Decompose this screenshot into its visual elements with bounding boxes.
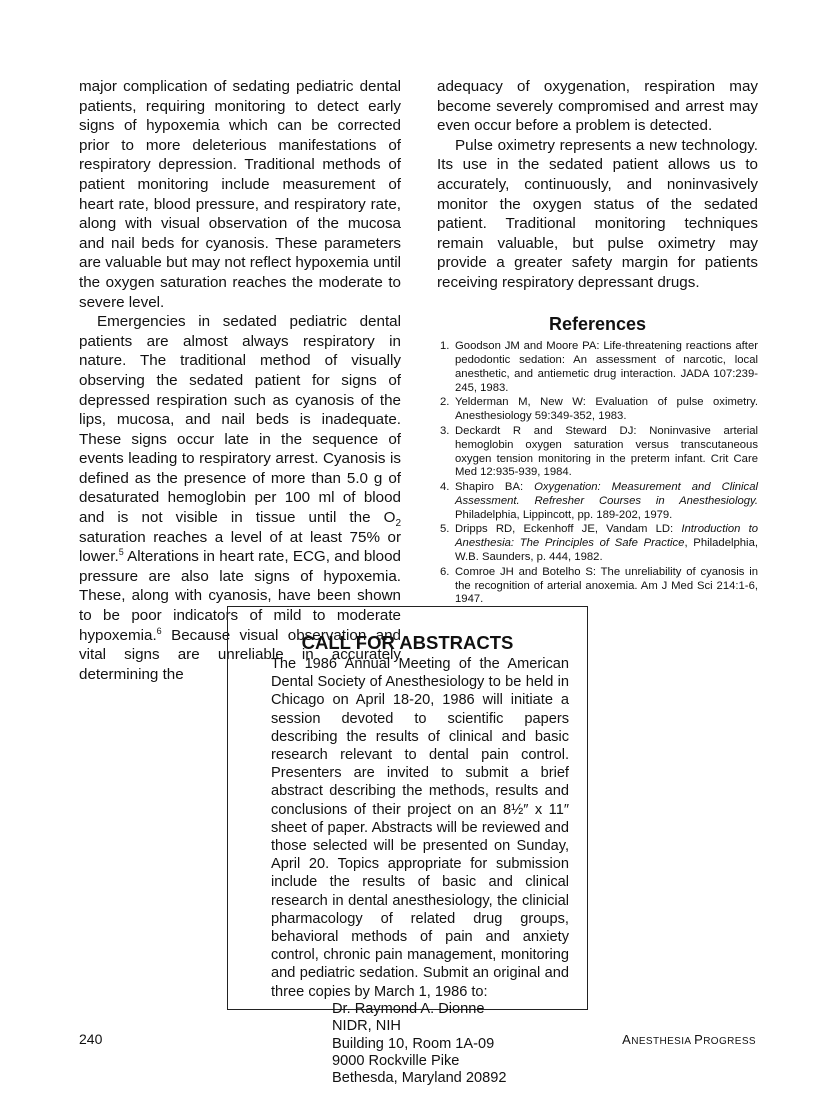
text-run: Emergencies in sedated pediatric dental patients are almost always respiratory in nature. The traditional method of visually observing the sedated patient for signs of depressed respiration such as cyanosis of the lips, mucosa, and nail beds is inadequate. These signs occur late in the sequence of events leading to respiratory arrest. Cyanosis is defined as the presence of more than 5.0 g of desaturated hemoglobin per 100 ml of blood and is not visible in tissue until the O bbox=[79, 313, 401, 527]
journal-name-rest: NESTHESIA bbox=[631, 1036, 695, 1047]
reference-text: Comroe JH and Botelho S: The unreliability of cyanosis in the recognition of arterial anoxemia. Am J Med Sci 214:1-6, 1947. bbox=[455, 565, 758, 606]
reference-number: 1. bbox=[440, 340, 450, 353]
reference-text: Shapiro BA: bbox=[455, 481, 535, 494]
reference-text: Deckardt R and Steward DJ: Noninvasive arterial hemoglobin oxygen saturation versus transcutaneous oxygen tension monitoring in the preterm infant. Crit Care Med 12:935-939, 1984. bbox=[455, 424, 758, 479]
journal-name-rest: ROGRESS bbox=[703, 1036, 756, 1047]
journal-name-initial: A bbox=[622, 1032, 632, 1047]
reference-text: Dripps RD, Eckenhoff JE, Vandam LD: bbox=[455, 523, 682, 536]
reference-number: 3. bbox=[440, 424, 450, 437]
call-for-abstracts-box bbox=[227, 606, 588, 1087]
right-column bbox=[437, 77, 758, 608]
address-line: Bethesda, Maryland 20892 bbox=[332, 1070, 507, 1087]
reference-item bbox=[437, 566, 758, 607]
body-paragraph: Pulse oximetry represents a new technology. Its use in the sedated patient allows us to accurately, continuously, and noninvasively monitor the oxygen status of the sedated patient. Traditional monitoring techniques remain valuable, but pulse oximetry may provide a greater safety margin for patients receiving respiratory depressant drugs. bbox=[437, 136, 758, 291]
journal-name bbox=[622, 1032, 756, 1047]
reference-item bbox=[437, 396, 758, 424]
address-line: Dr. Raymond A. Dionne bbox=[332, 1000, 485, 1017]
text-run: Because visual observation and vital signs are unreliable in accurately determining the bbox=[79, 626, 401, 683]
reference-item bbox=[437, 340, 758, 395]
reference-text: , Philadelphia, W.B. Saunders, p. 444, 1982. bbox=[455, 537, 758, 564]
citation-superscript: 6 bbox=[156, 625, 162, 636]
subscript: 2 bbox=[395, 518, 401, 530]
reference-title: Introduction to Anesthesia: The Principles of Safe Practice bbox=[455, 523, 759, 550]
call-for-abstracts-title: CALL FOR ABSTRACTS bbox=[301, 632, 514, 653]
reference-item bbox=[437, 481, 758, 522]
reference-text: Goodson JM and Moore PA: Life-threatening reactions after pedodontic sedation: An assessment of narcotic, local anesthetic, and antiemetic drug interaction. JADA 107:239-245, 1983. bbox=[455, 340, 758, 394]
reference-number: 2. bbox=[440, 396, 450, 409]
text-run: Alterations in heart rate, ECG, and blood pressure are also late signs of hypoxemia. These, along with cyanosis, have been shown to be poor indicators of mild to moderate hypoxemia. bbox=[79, 548, 401, 644]
mailing-address bbox=[332, 1001, 587, 1088]
reference-number: 5. bbox=[440, 523, 450, 536]
left-column bbox=[79, 77, 401, 684]
reference-title: Oxygenation: Measurement and Clinical Assessment. Refresher Courses in Anesthesiology. bbox=[455, 481, 758, 507]
text-run: saturation reaches a level of at least 75% or lower. bbox=[79, 528, 401, 566]
reference-item bbox=[437, 523, 758, 564]
body-paragraph: major complication of sedating pediatric dental patients, requiring monitoring to detect early signs of hypoxemia which can be corrected prior to more deleterious manifestations of respiratory depression. Traditional methods of patient monitoring include measurement of heart rate, blood pressure, and respiratory rate, along with visual observation of the mucosa and nail beds for cyanosis. These parameters are valuable but may not reflect hypoxemia until the oxygen saturation reaches the moderate to severe level. bbox=[79, 78, 401, 311]
references-list bbox=[437, 340, 758, 607]
reference-number: 6. bbox=[440, 565, 450, 578]
reference-item bbox=[437, 425, 758, 480]
page-number: 240 bbox=[79, 1031, 103, 1047]
address-line: 9000 Rockville Pike bbox=[332, 1053, 460, 1070]
references-heading: References bbox=[548, 313, 647, 334]
reference-text: Philadelphia, Lippincott, pp. 189-202, 1979. bbox=[455, 508, 673, 521]
body-paragraph: adequacy of oxygenation, respiration may become severely compromised and arrest may even occur before a problem is detected. bbox=[437, 78, 758, 135]
citation-superscript: 5 bbox=[118, 547, 124, 558]
address-line: Building 10, Room 1A-09 bbox=[332, 1035, 495, 1052]
reference-text: Yelderman M, New W: Evaluation of pulse oximetry. Anesthesiology 59:349-352, 1983. bbox=[455, 396, 758, 423]
journal-name-initial: P bbox=[694, 1032, 704, 1047]
address-line: NIDR, NIH bbox=[332, 1018, 401, 1035]
call-for-abstracts-body: The 1986 Annual Meeting of the American Dental Society of Anesthesiology to be held in Chicago on April 18-20, 1986 will initiate a session devoted to scientific papers describing the results of clinical and basic research relevant to dental pain control. Presenters are invited to submit a brief abstract describing the methods, results and conclusions of their project on an 8½″ x 11″ sheet of paper. Abstracts will be reviewed and those selected will be presented on Sunday, April 20. Topics appropriate for submission include the results of basic and clinical research in dental anesthesiology, the clinicial pharmacology of related drug groups, behavioral methods of pain and anxiety control, chronic pain management, monitoring and pediatric sedation. Submit an original and three copies by March 1, 1986 to: bbox=[271, 656, 569, 1000]
reference-number: 4. bbox=[440, 481, 450, 494]
